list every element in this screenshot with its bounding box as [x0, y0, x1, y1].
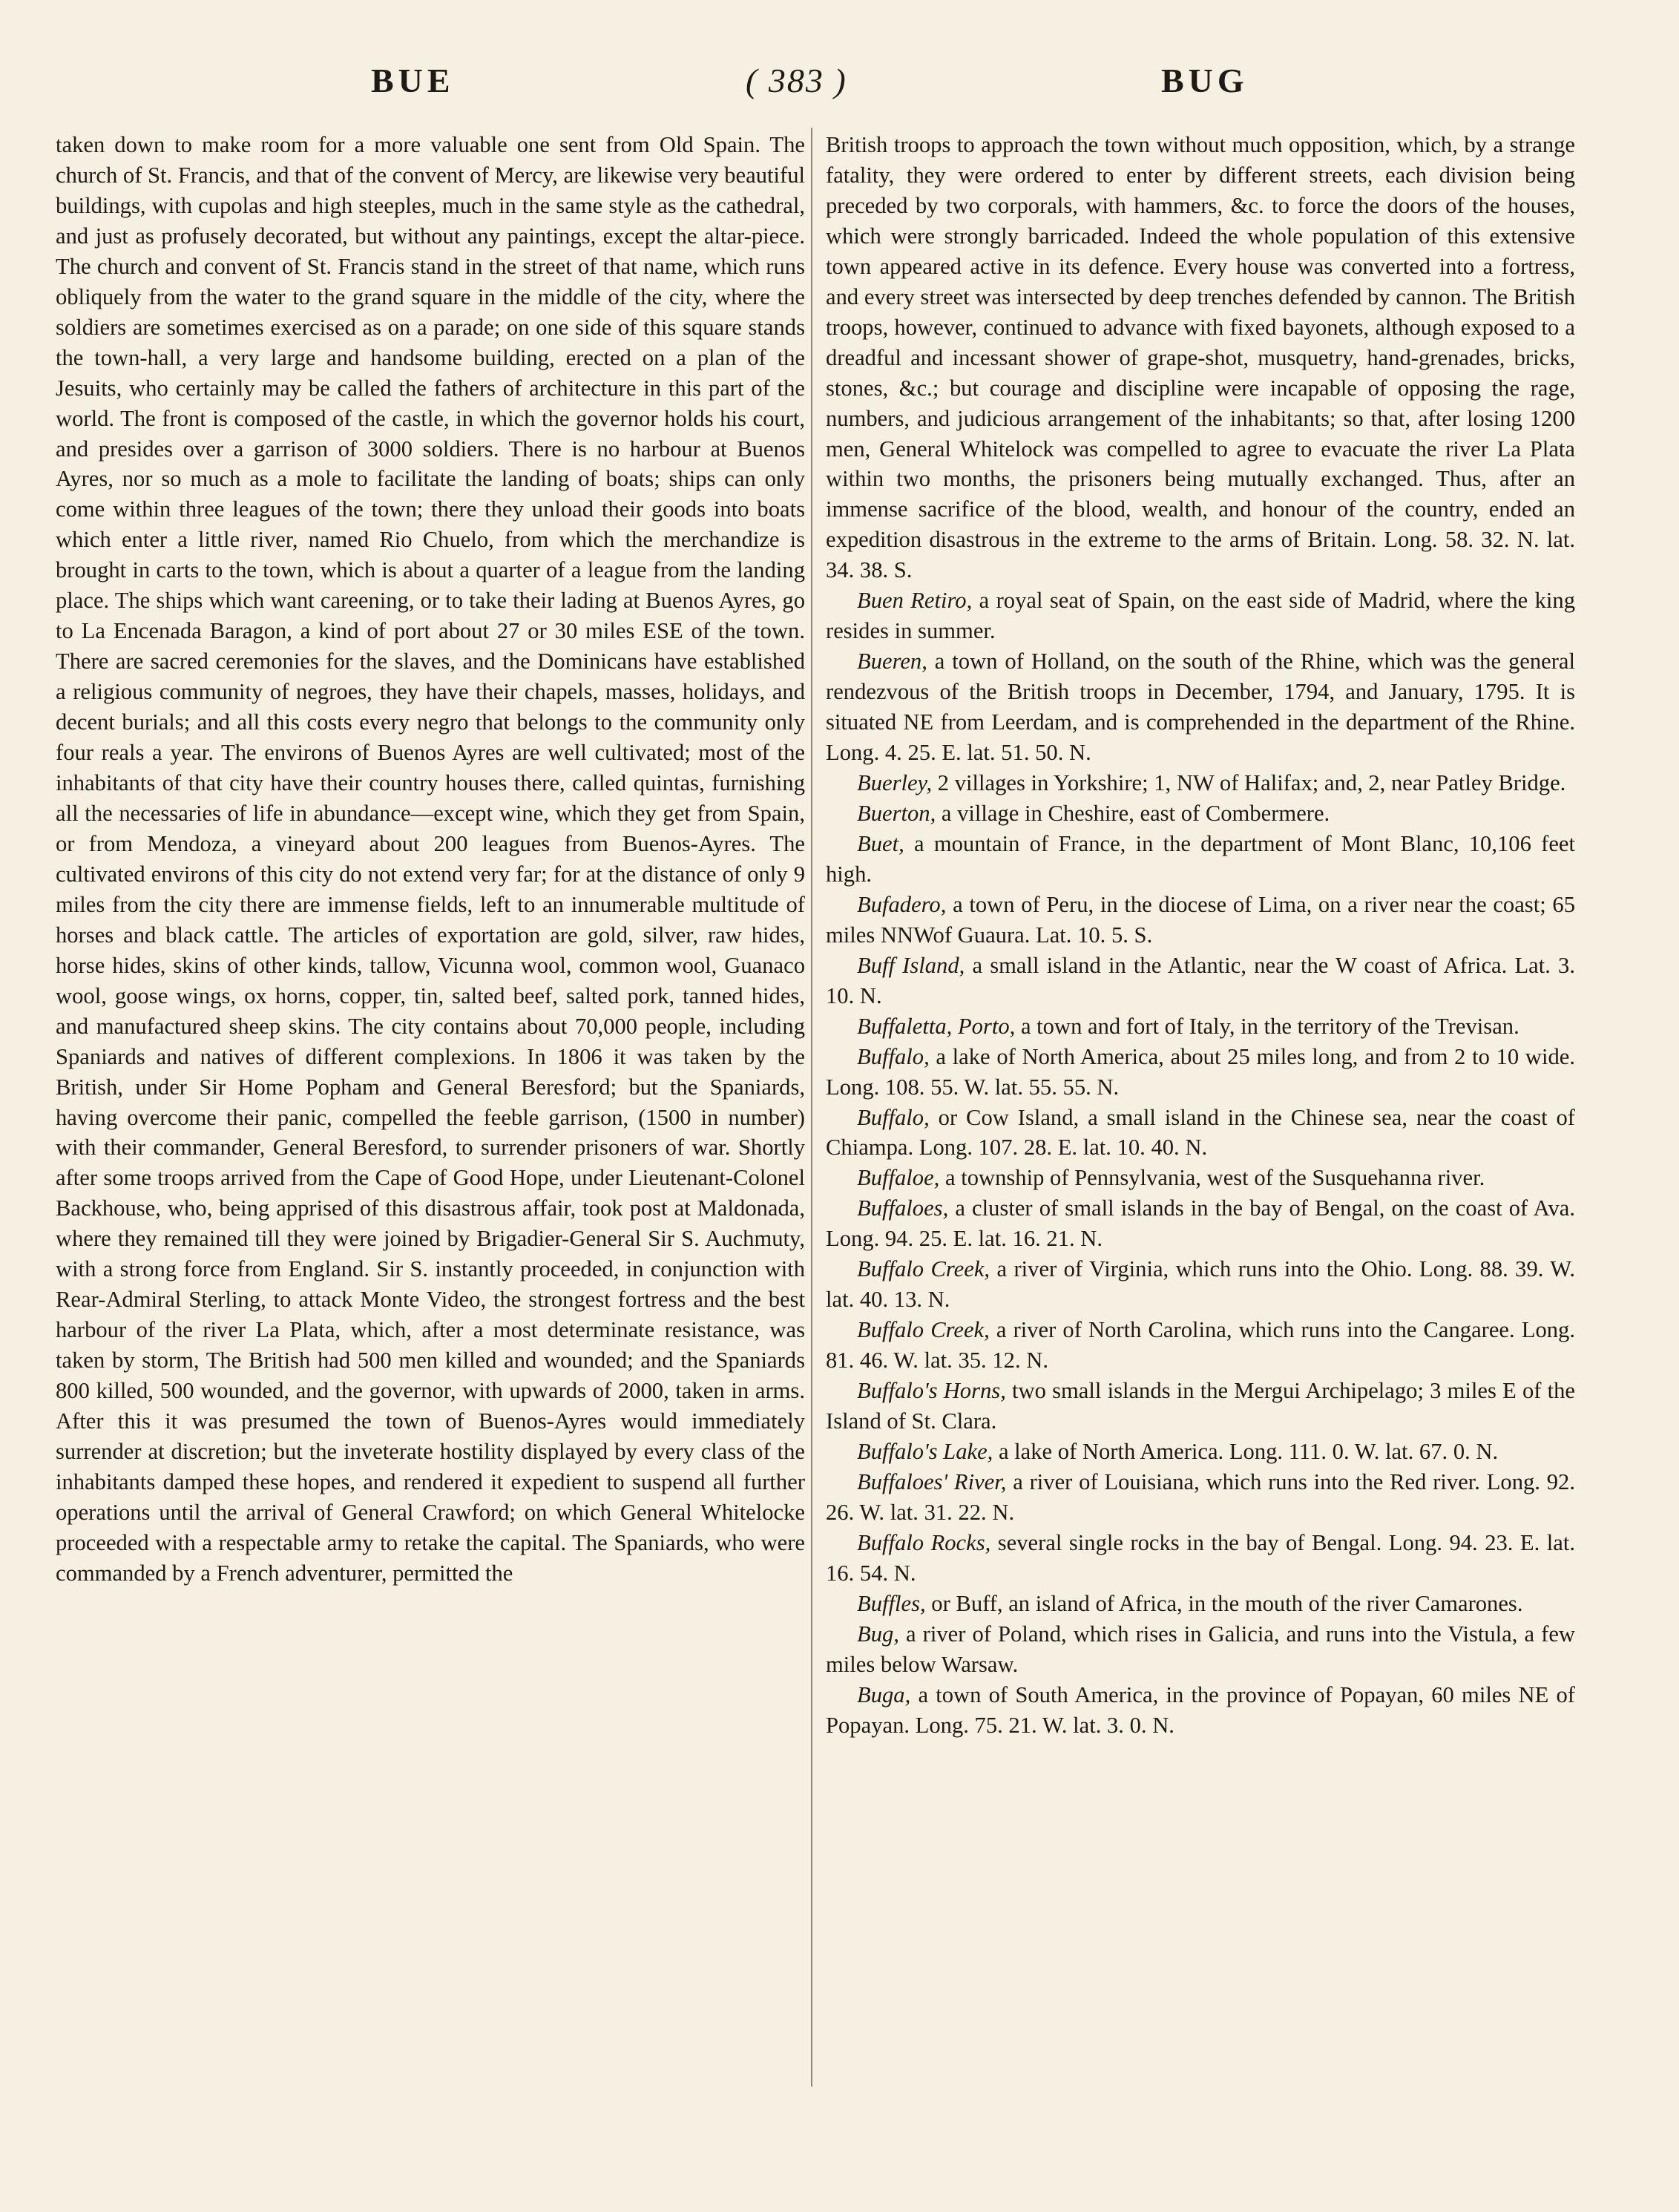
entry-text: or Buff, an island of Africa, in the mouth of the river Camarones.: [925, 1590, 1523, 1616]
entry-text: a town of Holland, on the south of the Rhine, which was the general rendezvous of the British troops in December, 1794, and January, 1795. It is situated NE from Leerdam, and is comprehended in the department of the Rhine. Long. 4. 25. E. lat. 51. 50. N.: [826, 649, 1575, 766]
entry-text: a small island in the Atlantic, near the W coast of Africa. Lat. 3. 10. N.: [826, 952, 1575, 1008]
entry-text: a mountain of France, in the department of Mont Blanc, 10,106 feet high.: [826, 830, 1575, 887]
entry-headword: Buerley,: [857, 770, 933, 796]
entry-text: a river of Louisiana, which runs into the Red river. Long. 92. 26. W. lat. 31. 22. N.: [826, 1468, 1575, 1525]
gazetteer-entry: [826, 1103, 1575, 1164]
gazetteer-entry: [826, 1011, 1575, 1042]
entry-text: 2 villages in Yorkshire; 1, NW of Halifax; and, 2, near Patley Bridge.: [932, 770, 1566, 796]
left-column-text: taken down to make room for a more valuable one sent from Old Spain. The church of St. Francis, and that of the convent of Mercy, are likewise very beautiful buildings, with cupolas and high steeples, much in the same style as the cathedral, and just as profusely decorated, but without any paintings, except the altar-piece. The church and convent of St. Francis stand in the street of that name, which runs obliquely from the water to the grand square in the middle of the city, where the soldiers are sometimes exercised as on a parade; on one side of this square stands the town-hall, a very large and handsome building, erected on a plan of the Jesuits, who certainly may be called the fathers of architecture in this part of the world. The front is composed of the castle, in which the governor holds his court, and presides over a garrison of 3000 soldiers. There is no harbour at Buenos Ayres, nor so much as a mole to facilitate the landing of boats; ships can only come within three leagues of the town; there they unload their goods into boats which enter a little river, named Rio Chuelo, from which the merchandize is brought in carts to the town, which is about a quarter of a league from the landing place. The ships which want careening, or to take their lading at Buenos Ayres, go to La Encenada Baragon, a kind of port about 27 or 30 miles ESE of the town. There are sacred ceremonies for the slaves, and the Dominicans have established a religious community of negroes, they have their chapels, masses, holidays, and decent burials; and all this costs every negro that belongs to the community only four reals a year. The environs of Buenos Ayres are well cultivated; most of the inhabitants of that city have their country houses there, called quintas, furnishing all the necessaries of life in abundance—except wine, which they get from Spain, or from Mendoza, a vineyard about 200 leagues from Buenos-Ayres. The cultivated environs of this city do not extend very far; for at the distance of only 9 miles from the city there are immense fields, left to an innumerable multitude of horses and black cattle. The articles of exportation are gold, silver, raw hides, horse hides, skins of other kinds, tallow, Vicunna wool, common wool, Guanaco wool, goose wings, ox horns, copper, tin, salted beef, salted pork, tanned hides, and manufactured sheep skins. The city contains about 70,000 people, including Spaniards and natives of different complexions. In 1806 it was taken by the British, under Sir Home Popham and General Beresford; but the Spaniards, having overcome their panic, compelled the feeble garrison, (1500 in number) with their commander, General Beresford, to surrender prisoners of war. Shortly after some troops arrived from the Cape of Good Hope, under Lieutenant-Colonel Backhouse, who, being apprised of this disastrous affair, took post at Maldonada, where they remained till they were joined by Brigadier-General Sir S. Auchmuty, with a strong force from England. Sir S. instantly proceeded, in conjunction with Rear-Admiral Sterling, to attack Monte Video, the strongest fortress and the best harbour of the river La Plata, which, after a most determinate resistance, was taken by storm, The British had 500 men killed and wounded; and the Spaniards 800 killed, 500 wounded, and the governor, with upwards of 2000, taken in arms. After this it was presumed the town of Buenos-Ayres would immediately surrender at discretion; but the inveterate hostility displayed by every class of the inhabitants damped these hopes, and rendered it expedient to suspend all further operations until the arrival of General Crawford; on which General Whitelocke proceeded with a respectable army to retake the capital. The Spaniards, who were commanded by a French adventurer, permitted the: [56, 132, 805, 1586]
gazetteer-entry: [826, 1163, 1575, 1193]
entry-headword: Buerton,: [857, 800, 936, 826]
continuation-text: British troops to approach the town without much opposition, which, by a strange fatality, they were ordered to enter by different streets, each division being preceded by two corporals, with hammers, &c. to force the doors of the houses, which were strongly barricaded. Indeed the whole population of this extensive town appeared active in its defence. Every house was converted into a fortress, and every street was intersected by deep trenches defended by cannon. The British troops, however, continued to advance with fixed bayonets, although exposed to a dreadful and incessant shower of grape-shot, musquetry, hand-grenades, bricks, stones, &c.; but courage and discipline were incapable of opposing the rage, numbers, and judicious arrangement of the inhabitants; so that, after losing 1200 men, General Whitelock was compelled to agree to evacuate the river La Plata within two months, the prisoners being mutually exchanged. Thus, after an immense sacrifice of the blood, wealth, and honour of the country, ended an expedition disastrous in the extreme to the arms of Britain. Long. 58. 32. N. lat. 34. 38. S.: [826, 132, 1575, 583]
entry-text: a river of Virginia, which runs into the Ohio. Long. 88. 39. W. lat. 40. 13. N.: [826, 1256, 1575, 1313]
entry-text: two small islands in the Mergui Archipelago; 3 miles E of the Island of St. Clara.: [826, 1378, 1575, 1434]
entry-text: a lake of North America. Long. 111. 0. W. lat. 67. 0. N.: [993, 1438, 1499, 1464]
entry-text: a river of Poland, which rises in Galicia, and runs into the Vistula, a few miles below Warsaw.: [826, 1621, 1575, 1677]
gazetteer-entry: [826, 768, 1575, 798]
entry-headword: Buffalo Creek,: [857, 1317, 990, 1343]
entry-text: a cluster of small islands in the bay of Bengal, on the coast of Ava. Long. 94. 25. E. lat. 16. 21. N.: [826, 1195, 1575, 1252]
entry-headword: Buet,: [857, 830, 904, 856]
entry-text: a town of South America, in the province of Popayan, 60 miles NE of Popayan. Long. 75. 21. W. lat. 3. 0. N.: [826, 1681, 1575, 1738]
entry-headword: Bug,: [857, 1621, 899, 1647]
entry-headword: Buffaloe,: [857, 1165, 940, 1191]
entry-text: a village in Cheshire, east of Combermere.: [936, 800, 1330, 826]
gazetteer-entry: [826, 1528, 1575, 1589]
entry-text: a river of North Carolina, which runs into the Cangaree. Long. 81. 46. W. lat. 35. 12. N.: [826, 1317, 1575, 1374]
running-head-left: BUE: [371, 62, 455, 99]
gazetteer-entry: [826, 890, 1575, 951]
entry-headword: Buffalo Creek,: [857, 1256, 990, 1282]
gazetteer-entry: [826, 1193, 1575, 1254]
gazetteer-entry: [826, 1042, 1575, 1103]
gazetteer-entry: [826, 951, 1575, 1011]
entry-text: a lake of North America, about 25 miles long, and from 2 to 10 wide. Long. 108. 55. W. lat. 55. 55. N.: [826, 1043, 1575, 1100]
entry-headword: Buffaloes,: [857, 1195, 949, 1221]
gazetteer-entry: [826, 1467, 1575, 1528]
entry-headword: Buffaletta, Porto,: [857, 1013, 1016, 1039]
entry-headword: Buen Retiro,: [857, 588, 973, 614]
left-column: [56, 130, 805, 1589]
page-number: ( 383 ): [746, 62, 847, 99]
entry-text: or Cow Island, a small island in the Chinese sea, near the coast of Chiampa. Long. 107. 28. E. lat. 10. 40. N.: [826, 1104, 1575, 1161]
entry-headword: Buga,: [857, 1681, 911, 1707]
gazetteer-entry: [826, 1619, 1575, 1680]
gazetteer-entry: [826, 646, 1575, 768]
gazetteer-entry: [826, 1680, 1575, 1741]
gazetteer-entry: [826, 1437, 1575, 1467]
entry-text: a township of Pennsylvania, west of the Susquehanna river.: [939, 1165, 1485, 1191]
column-divider: [811, 128, 812, 2087]
entry-text: a royal seat of Spain, on the east side of Madrid, where the king resides in summer.: [826, 588, 1575, 644]
gazetteer-entry: [826, 1589, 1575, 1619]
entry-text: several single rocks in the bay of Bengal. Long. 94. 23. E. lat. 16. 54. N.: [826, 1529, 1575, 1586]
entry-headword: Buffaloes' River,: [857, 1468, 1007, 1494]
gazetteer-entry: [826, 1254, 1575, 1315]
entry-headword: Buff Island,: [857, 952, 965, 978]
entry-headword: Buffalo's Horns,: [857, 1378, 1006, 1404]
entry-headword: Buffalo Rocks,: [857, 1529, 991, 1555]
entry-text: a town and fort of Italy, in the territory of the Trevisan.: [1015, 1013, 1519, 1039]
gazetteer-entry: [826, 1315, 1575, 1376]
gazetteer-entry: [826, 1376, 1575, 1437]
running-head-right: BUG: [1161, 62, 1249, 99]
right-column: [826, 130, 1575, 1741]
entry-headword: Bufadero,: [857, 891, 947, 917]
gazetteer-entries: [826, 585, 1575, 1740]
entry-headword: Buffalo's Lake,: [857, 1438, 993, 1464]
gazetteer-entry: [826, 829, 1575, 890]
entry-headword: Bueren,: [857, 649, 927, 675]
entry-headword: Buffalo,: [857, 1104, 930, 1130]
entry-text: a town of Peru, in the diocese of Lima, on a river near the coast; 65 miles NNWof Guaura. Lat. 10. 5. S.: [826, 891, 1575, 948]
entry-headword: Buffalo,: [857, 1043, 930, 1069]
entry-headword: Buffles,: [857, 1590, 926, 1616]
gazetteer-entry: [826, 585, 1575, 646]
gazetteer-entry: [826, 798, 1575, 829]
